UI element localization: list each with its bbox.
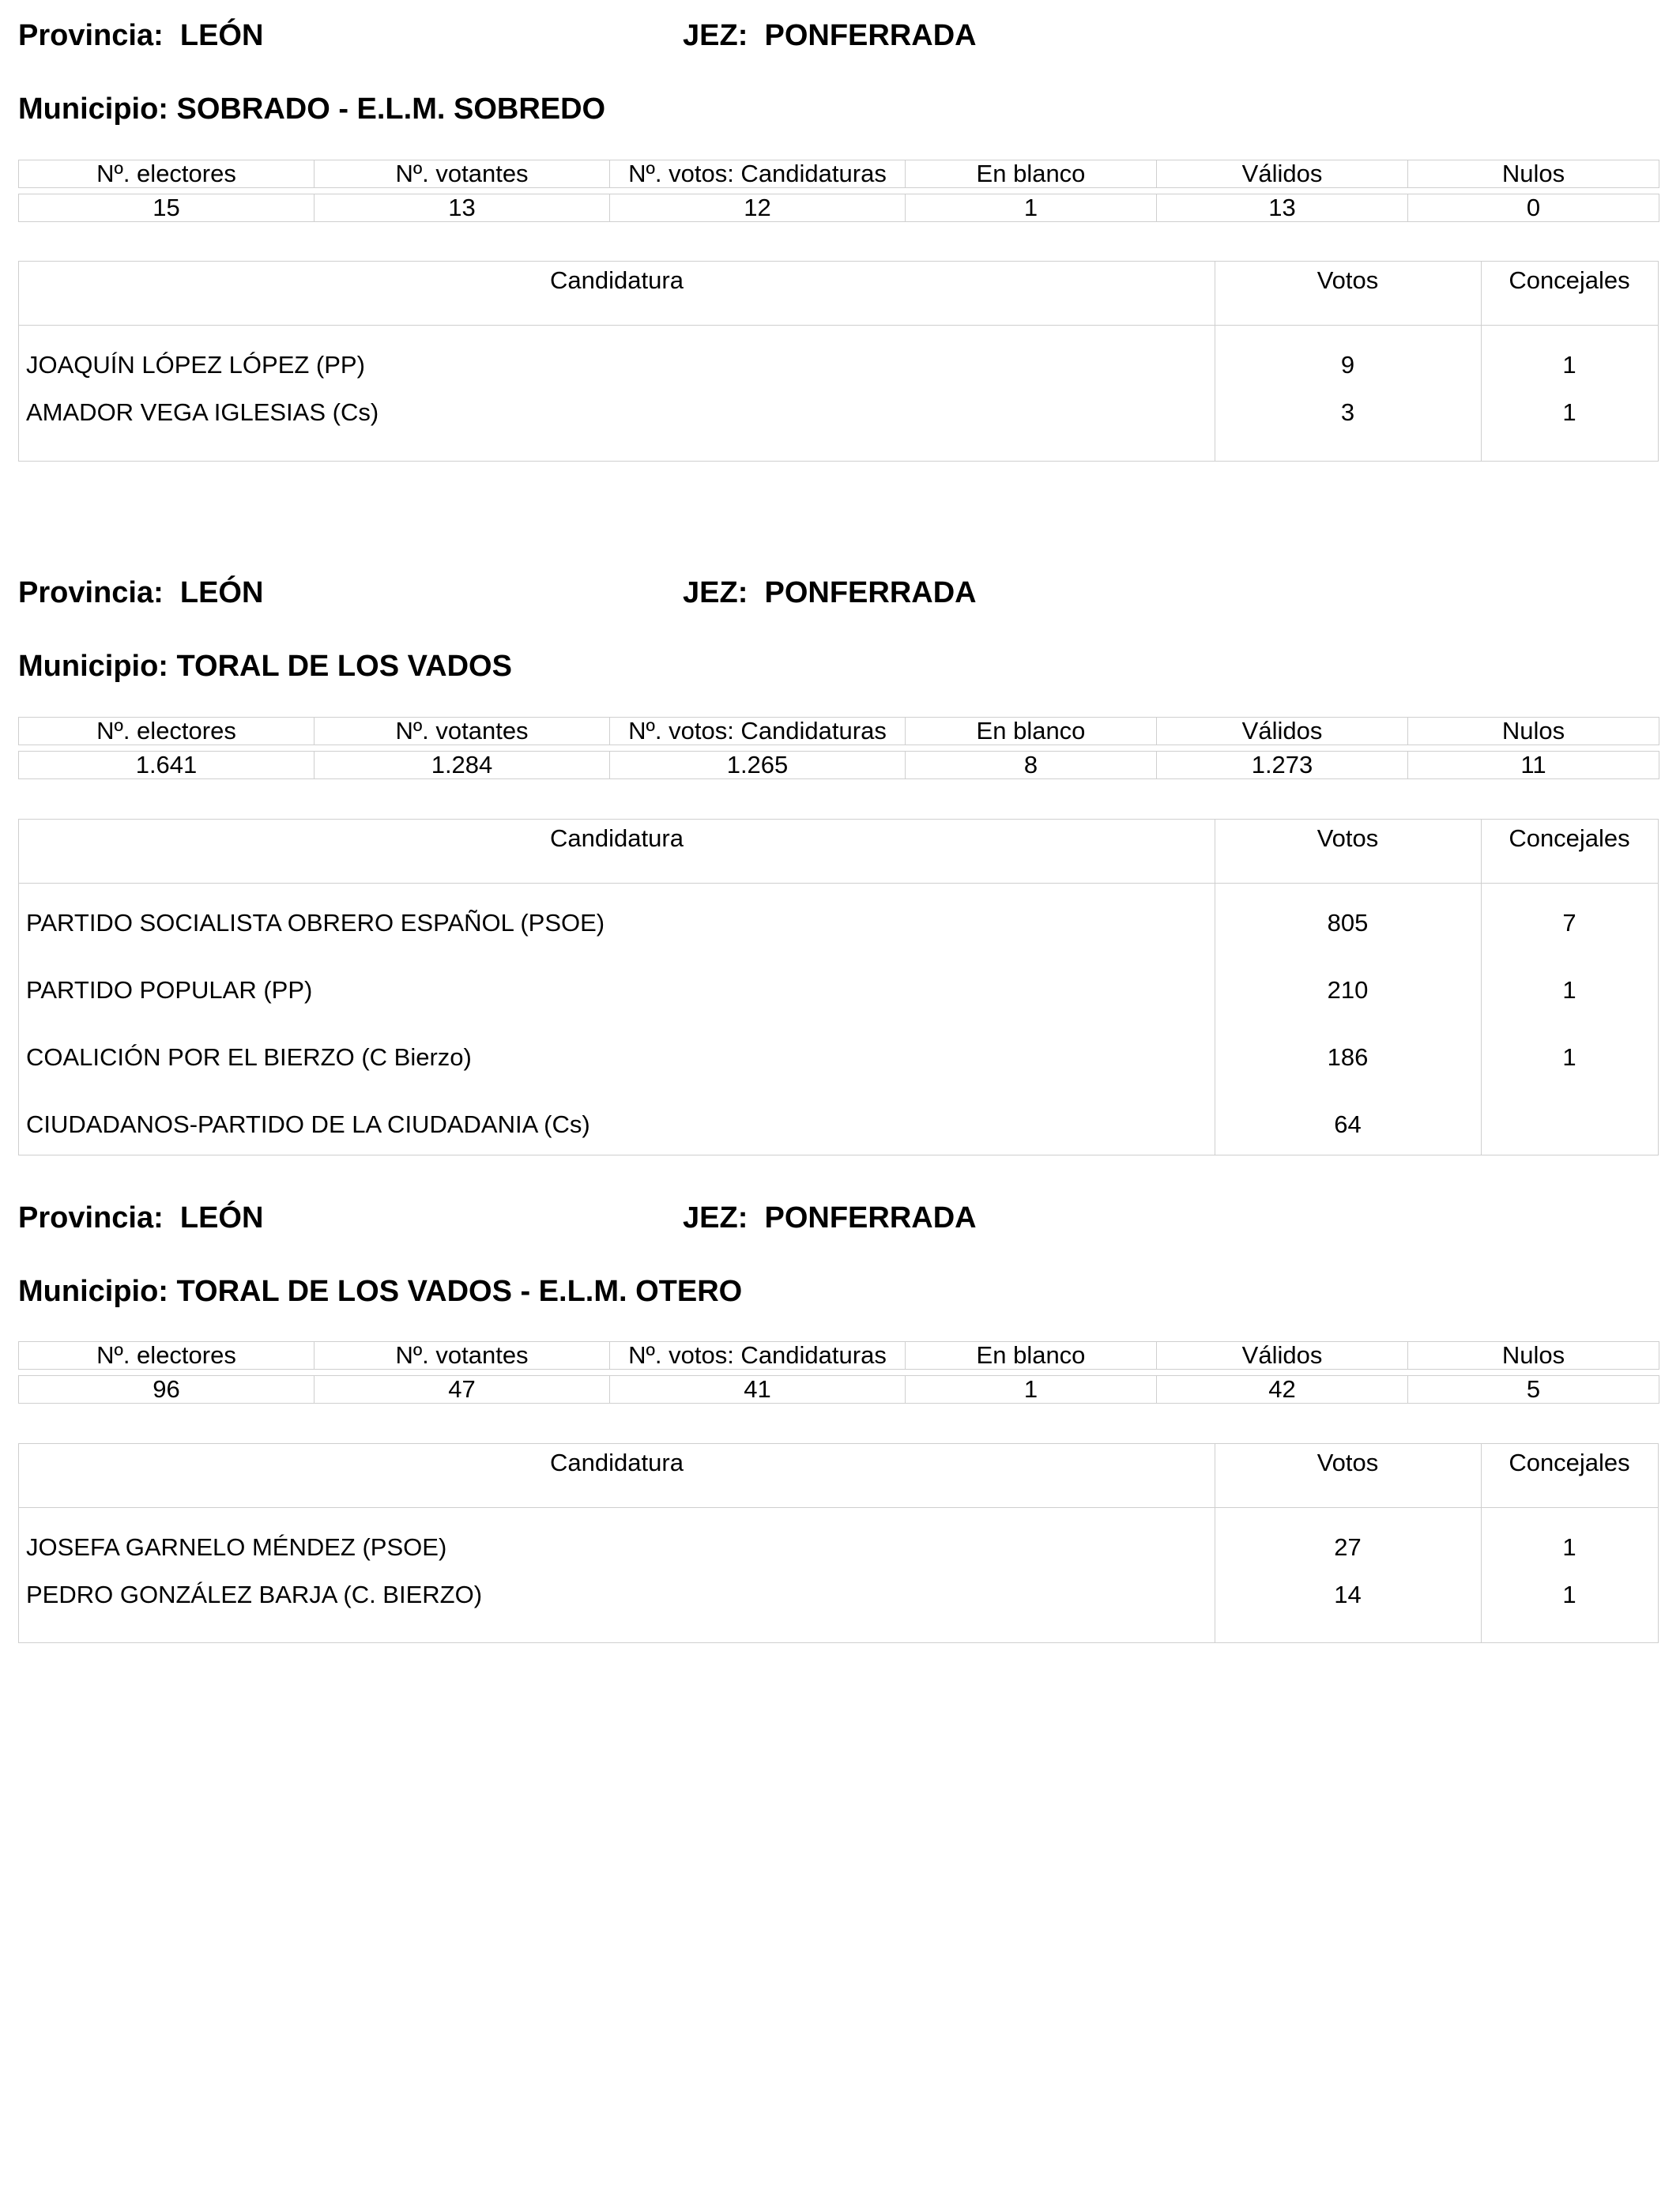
candidate-votos: 64	[1334, 1110, 1362, 1138]
stats-table	[18, 1341, 1659, 1404]
stat-header-votantes: Nº. votantes	[315, 1342, 610, 1370]
table-row	[19, 326, 1658, 393]
candidate-name: PEDRO GONZÁLEZ BARJA (C. BIERZO)	[26, 1581, 483, 1608]
stat-header-blanco: En blanco	[906, 160, 1157, 188]
stat-header-electores: Nº. electores	[19, 1342, 315, 1370]
municipio-title: Municipio: SOBRADO - E.L.M. SOBREDO	[18, 92, 606, 126]
jez: JEZ: PONFERRADA	[683, 576, 977, 609]
stat-header-nulos: Nulos	[1408, 160, 1659, 188]
candidate-votos: 14	[1334, 1581, 1362, 1608]
candidate-concejales: 1	[1562, 1533, 1576, 1561]
stat-blanco: 1	[906, 194, 1157, 222]
stat-header-validos: Válidos	[1157, 718, 1408, 745]
candidate-name: JOSEFA GARNELO MÉNDEZ (PSOE)	[26, 1533, 447, 1561]
provincia: Provincia: LEÓN	[18, 19, 264, 52]
stat-nulos: 5	[1408, 1376, 1659, 1404]
header-votos: Votos	[1317, 824, 1379, 852]
candidate-name: AMADOR VEGA IGLESIAS (Cs)	[26, 398, 379, 426]
candidate-votos: 210	[1327, 976, 1369, 1004]
stat-candidaturas: 1.265	[610, 752, 906, 779]
candidate-name: CIUDADANOS-PARTIDO DE LA CIUDADANIA (Cs)	[26, 1110, 590, 1138]
stats-table	[18, 717, 1659, 779]
municipio-title: Municipio: TORAL DE LOS VADOS	[18, 650, 512, 683]
candidates-header	[19, 262, 1658, 326]
stat-blanco: 8	[906, 752, 1157, 779]
provincia: Provincia: LEÓN	[18, 576, 264, 609]
candidates-table	[18, 819, 1659, 1155]
stat-blanco: 1	[906, 1376, 1157, 1404]
candidate-name: PARTIDO SOCIALISTA OBRERO ESPAÑOL (PSOE)	[26, 909, 605, 937]
stats-table	[18, 160, 1659, 222]
table-row	[19, 393, 1658, 460]
table-row	[19, 884, 1658, 951]
stat-nulos: 0	[1408, 194, 1659, 222]
stat-header-electores: Nº. electores	[19, 718, 315, 745]
municipio-title: Municipio: TORAL DE LOS VADOS - E.L.M. OTERO	[18, 1275, 743, 1308]
stat-header-nulos: Nulos	[1408, 718, 1659, 745]
candidate-concejales: 7	[1562, 909, 1576, 937]
candidate-votos: 3	[1340, 398, 1355, 426]
candidates-header	[19, 1444, 1658, 1508]
header-concejales: Concejales	[1509, 824, 1630, 852]
header-candidatura: Candidatura	[550, 266, 684, 294]
table-row	[19, 1085, 1658, 1152]
stat-header-blanco: En blanco	[906, 1342, 1157, 1370]
stat-votantes: 13	[315, 194, 610, 222]
table-row	[19, 951, 1658, 1018]
header-concejales: Concejales	[1509, 1449, 1630, 1476]
stat-nulos: 11	[1408, 752, 1659, 779]
stat-electores: 1.641	[19, 752, 315, 779]
table-row	[19, 1575, 1658, 1642]
candidate-concejales: 1	[1562, 351, 1576, 379]
header-votos: Votos	[1317, 1449, 1379, 1476]
candidate-name: COALICIÓN POR EL BIERZO (C Bierzo)	[26, 1043, 472, 1071]
candidates-table	[18, 1443, 1659, 1643]
candidate-concejales: 1	[1562, 398, 1576, 426]
stat-electores: 15	[19, 194, 315, 222]
stat-header-validos: Válidos	[1157, 160, 1408, 188]
table-row	[19, 1018, 1658, 1085]
header-candidatura: Candidatura	[550, 1449, 684, 1476]
jez: JEZ: PONFERRADA	[683, 1201, 977, 1235]
candidates-header	[19, 820, 1658, 884]
candidate-votos: 9	[1340, 351, 1355, 379]
jez: JEZ: PONFERRADA	[683, 19, 977, 52]
candidate-concejales: 1	[1562, 976, 1576, 1004]
header-candidatura: Candidatura	[550, 824, 684, 852]
stat-header-nulos: Nulos	[1408, 1342, 1659, 1370]
stat-header-blanco: En blanco	[906, 718, 1157, 745]
stat-votantes: 47	[315, 1376, 610, 1404]
stat-candidaturas: 41	[610, 1376, 906, 1404]
stat-header-candidaturas: Nº. votos: Candidaturas	[610, 718, 906, 745]
candidate-name: PARTIDO POPULAR (PP)	[26, 976, 313, 1004]
stat-header-validos: Válidos	[1157, 1342, 1408, 1370]
header-votos: Votos	[1317, 266, 1379, 294]
stat-header-votantes: Nº. votantes	[315, 718, 610, 745]
stat-header-candidaturas: Nº. votos: Candidaturas	[610, 1342, 906, 1370]
stat-header-electores: Nº. electores	[19, 160, 315, 188]
stat-validos: 13	[1157, 194, 1408, 222]
stat-validos: 1.273	[1157, 752, 1408, 779]
stat-electores: 96	[19, 1376, 315, 1404]
candidate-votos: 805	[1327, 909, 1369, 937]
stat-candidaturas: 12	[610, 194, 906, 222]
table-row	[19, 1508, 1658, 1575]
stat-header-candidaturas: Nº. votos: Candidaturas	[610, 160, 906, 188]
candidates-table	[18, 261, 1659, 462]
candidate-name: JOAQUÍN LÓPEZ LÓPEZ (PP)	[26, 351, 365, 379]
candidate-votos: 186	[1327, 1043, 1369, 1071]
candidate-concejales: 1	[1562, 1043, 1576, 1071]
candidate-concejales: 1	[1562, 1581, 1576, 1608]
stat-validos: 42	[1157, 1376, 1408, 1404]
provincia: Provincia: LEÓN	[18, 1201, 264, 1235]
stat-votantes: 1.284	[315, 752, 610, 779]
header-concejales: Concejales	[1509, 266, 1630, 294]
stat-header-votantes: Nº. votantes	[315, 160, 610, 188]
candidate-votos: 27	[1334, 1533, 1362, 1561]
